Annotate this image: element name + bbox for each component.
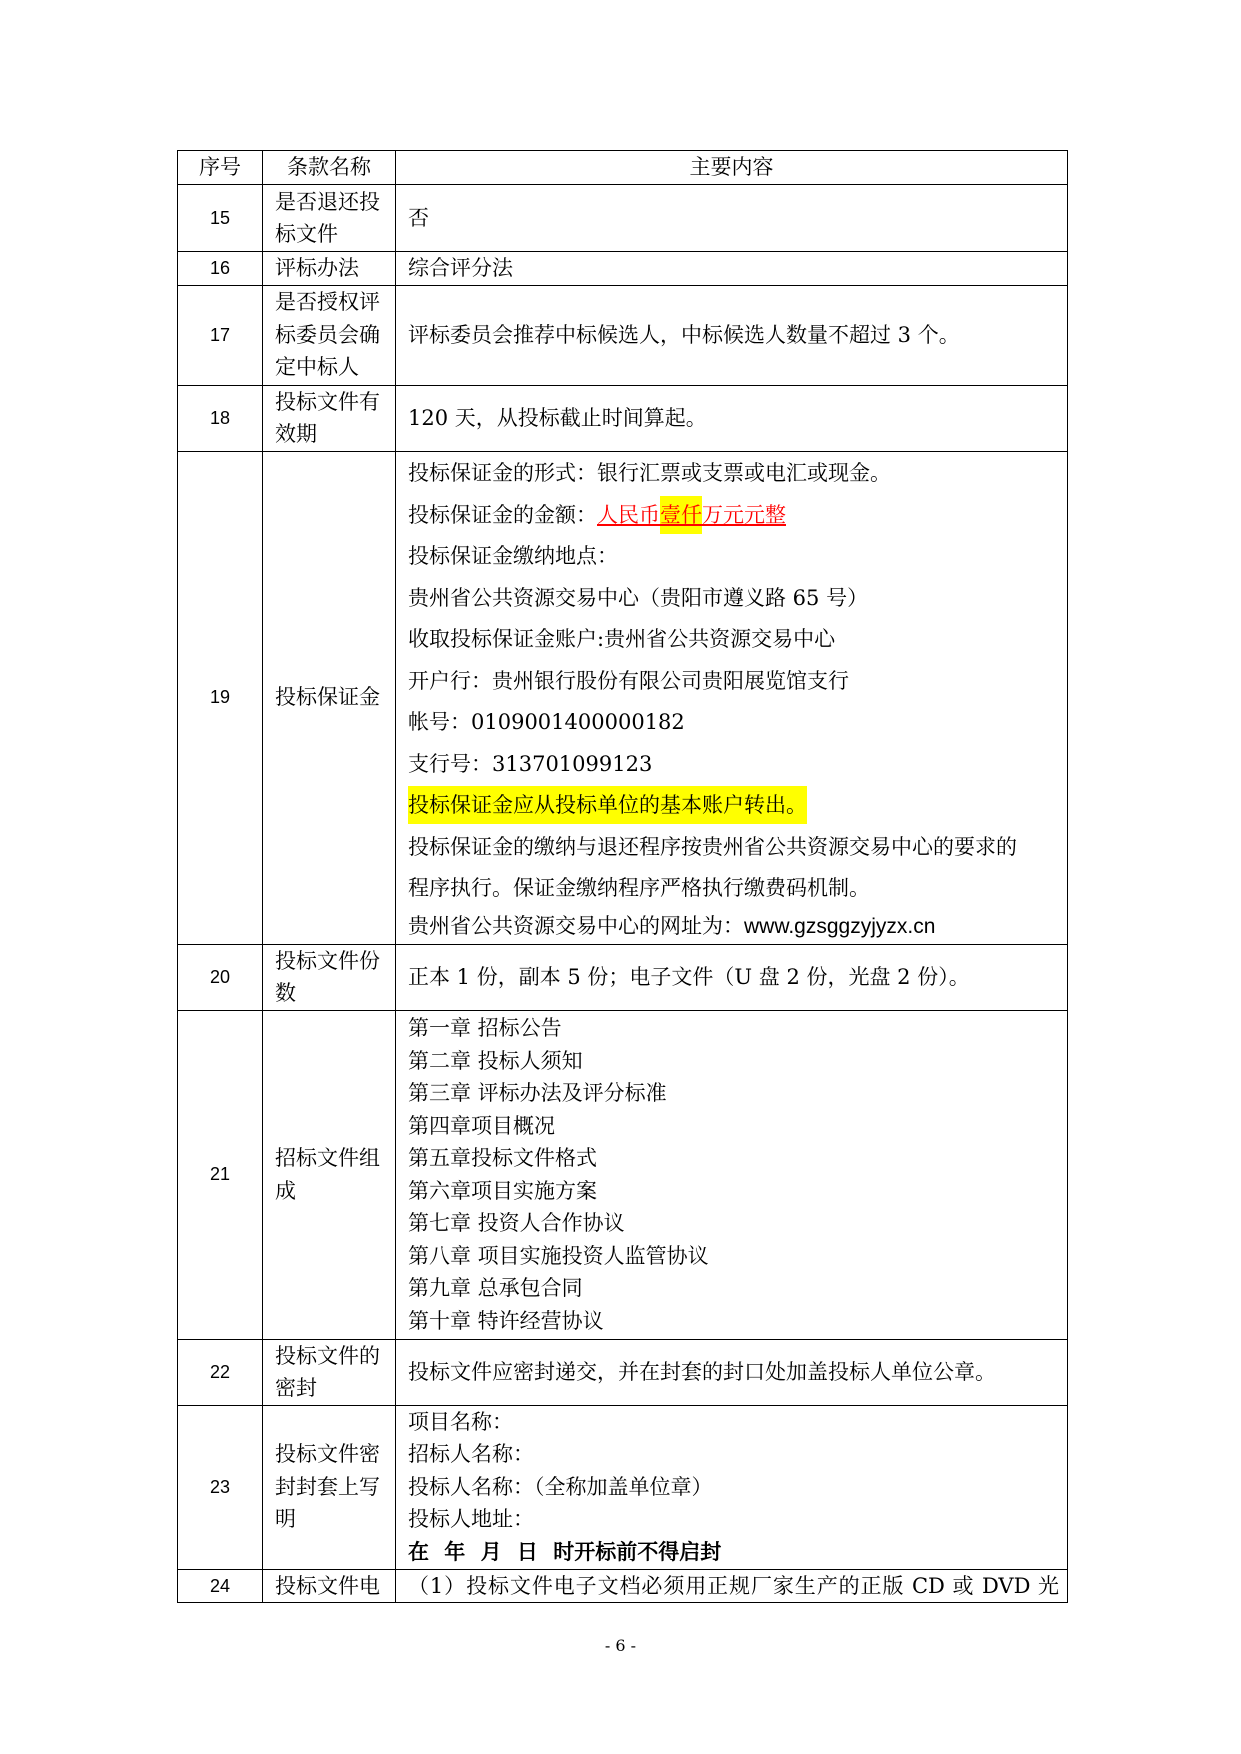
clause-name-cell	[263, 1010, 396, 1339]
envelope-field: 招标人名称：	[408, 1442, 534, 1467]
table-row	[178, 285, 1068, 385]
chapter-list	[396, 1010, 1068, 1339]
envelope-field: 投标人名称：（全称加盖单位章）	[408, 1474, 713, 1499]
row-number: 23	[178, 1405, 263, 1569]
clause-name: 招标文件组成	[275, 1146, 380, 1203]
table-row	[178, 1339, 1068, 1405]
table-header-row	[178, 151, 1068, 185]
clause-name: 评标办法	[275, 256, 359, 280]
bond-form: 投标保证金的形式：银行汇票或支票或电汇或现金。	[408, 461, 891, 485]
header-no: 序号	[178, 151, 263, 185]
clause-name: 是否授权评标委员会确定中标人	[275, 290, 380, 380]
row-number: 20	[178, 944, 263, 1010]
clause-content: 投标文件应密封递交，并在封套的封口处加盖投标人单位公章。	[396, 1339, 1068, 1405]
bond-bank: 开户行：贵州银行股份有限公司贵阳展览馆支行	[408, 668, 849, 693]
chapter-item: 第七章 投资人合作协议	[408, 1211, 625, 1235]
table-row	[178, 1010, 1068, 1339]
table-row	[178, 385, 1068, 451]
bond-website-url: www.gzsggzyjyzx.cn	[744, 914, 936, 938]
bond-amount-highlight: 壹仟	[660, 496, 702, 534]
bond-amount-suffix: 万元元整	[702, 502, 786, 527]
bond-amount-line	[408, 495, 1059, 537]
bond-website-line	[408, 910, 1059, 943]
clause-name-cell	[263, 185, 396, 252]
clause-name: 是否退还投标文件	[275, 189, 380, 246]
clause-content-cell	[396, 1569, 1068, 1603]
header-name: 条款名称	[263, 151, 396, 185]
clause-content: （1）投标文件电子文档必须用正规厂家生产的正版 CD 或 DVD 光	[408, 1573, 1059, 1598]
clause-name-cell	[263, 252, 396, 286]
clause-name: 投标文件密封封套上写明	[275, 1442, 380, 1532]
chapter-item: 第三章 评标办法及评分标准	[408, 1081, 667, 1105]
chapter-item: 第十章 特许经营协议	[408, 1308, 604, 1333]
chapter-item: 第六章项目实施方案	[408, 1178, 597, 1203]
table-row	[178, 451, 1068, 944]
bond-amount-value	[597, 496, 786, 534]
clause-name-cell	[263, 1405, 396, 1569]
clause-content: 正本 1 份，副本 5 份；电子文件（U 盘 2 份，光盘 2 份）。	[396, 944, 1068, 1010]
bond-amount-label: 投标保证金的金额：	[408, 502, 597, 527]
clause-content: 120 天，从投标截止时间算起。	[396, 385, 1068, 451]
page-number: - 6 -	[604, 1636, 637, 1655]
row-number: 22	[178, 1339, 263, 1405]
table-row	[178, 944, 1068, 1010]
clause-name-cell	[263, 944, 396, 1010]
bond-location-label: 投标保证金缴纳地点：	[408, 544, 618, 568]
clause-content: 否	[396, 185, 1068, 252]
envelope-warning: 在 年 月 日 时开标前不得启封	[408, 1538, 722, 1564]
clause-name-cell	[263, 385, 396, 451]
clause-name-cell	[263, 451, 396, 944]
bond-location: 贵州省公共资源交易中心（贵阳市遵义路 65 号）	[408, 585, 869, 610]
bond-procedure-line: 投标保证金的缴纳与退还程序按贵州省公共资源交易中心的要求的	[408, 834, 1017, 859]
table-row	[178, 185, 1068, 252]
table-row	[178, 252, 1068, 286]
bid-bond-details	[396, 451, 1068, 944]
row-number: 21	[178, 1010, 263, 1339]
row-number: 24	[178, 1569, 263, 1603]
bond-notice: 投标保证金应从投标单位的基本账户转出。	[408, 786, 807, 824]
clause-name-cell	[263, 1569, 396, 1603]
row-number: 15	[178, 185, 263, 252]
bond-branch-number: 支行号：313701099123	[408, 751, 653, 776]
chapter-item: 第八章 项目实施投资人监管协议	[408, 1243, 709, 1268]
clause-name: 投标文件份数	[275, 948, 380, 1005]
header-content: 主要内容	[396, 151, 1068, 185]
bond-website-label: 贵州省公共资源交易中心的网址为：	[408, 913, 744, 938]
clause-table	[177, 150, 1068, 1603]
bond-amount-prefix: 人民币	[597, 502, 660, 527]
row-number: 17	[178, 285, 263, 385]
clause-name: 投标文件的密封	[275, 1343, 380, 1400]
clause-content: 综合评分法	[396, 252, 1068, 286]
bond-notice-line	[408, 785, 1059, 827]
clause-name: 投标文件电	[275, 1573, 380, 1598]
envelope-label-list	[396, 1405, 1068, 1569]
clause-content: 评标委员会推荐中标候选人，中标候选人数量不超过 3 个。	[396, 285, 1068, 385]
bond-account-number: 帐号：0109001400000182	[408, 710, 685, 734]
envelope-field: 项目名称：	[408, 1409, 513, 1434]
table-row	[178, 1569, 1068, 1603]
chapter-item: 第四章项目概况	[408, 1113, 555, 1138]
table-row	[178, 1405, 1068, 1569]
bond-account-holder: 收取投标保证金账户:贵州省公共资源交易中心	[408, 627, 836, 651]
chapter-item: 第九章 总承包合同	[408, 1276, 583, 1300]
row-number: 16	[178, 252, 263, 286]
chapter-item: 第五章投标文件格式	[408, 1146, 597, 1170]
clause-name: 投标保证金	[275, 685, 380, 710]
chapter-item: 第一章 招标公告	[408, 1016, 562, 1040]
bond-procedure-line: 程序执行。保证金缴纳程序严格执行缴费码机制。	[408, 876, 870, 900]
chapter-item: 第二章 投标人须知	[408, 1048, 583, 1073]
row-number: 19	[178, 451, 263, 944]
envelope-field: 投标人地址：	[408, 1507, 534, 1532]
clause-name-cell	[263, 285, 396, 385]
clause-name-cell	[263, 1339, 396, 1405]
clause-name: 投标文件有效期	[275, 389, 380, 446]
row-number: 18	[178, 385, 263, 451]
